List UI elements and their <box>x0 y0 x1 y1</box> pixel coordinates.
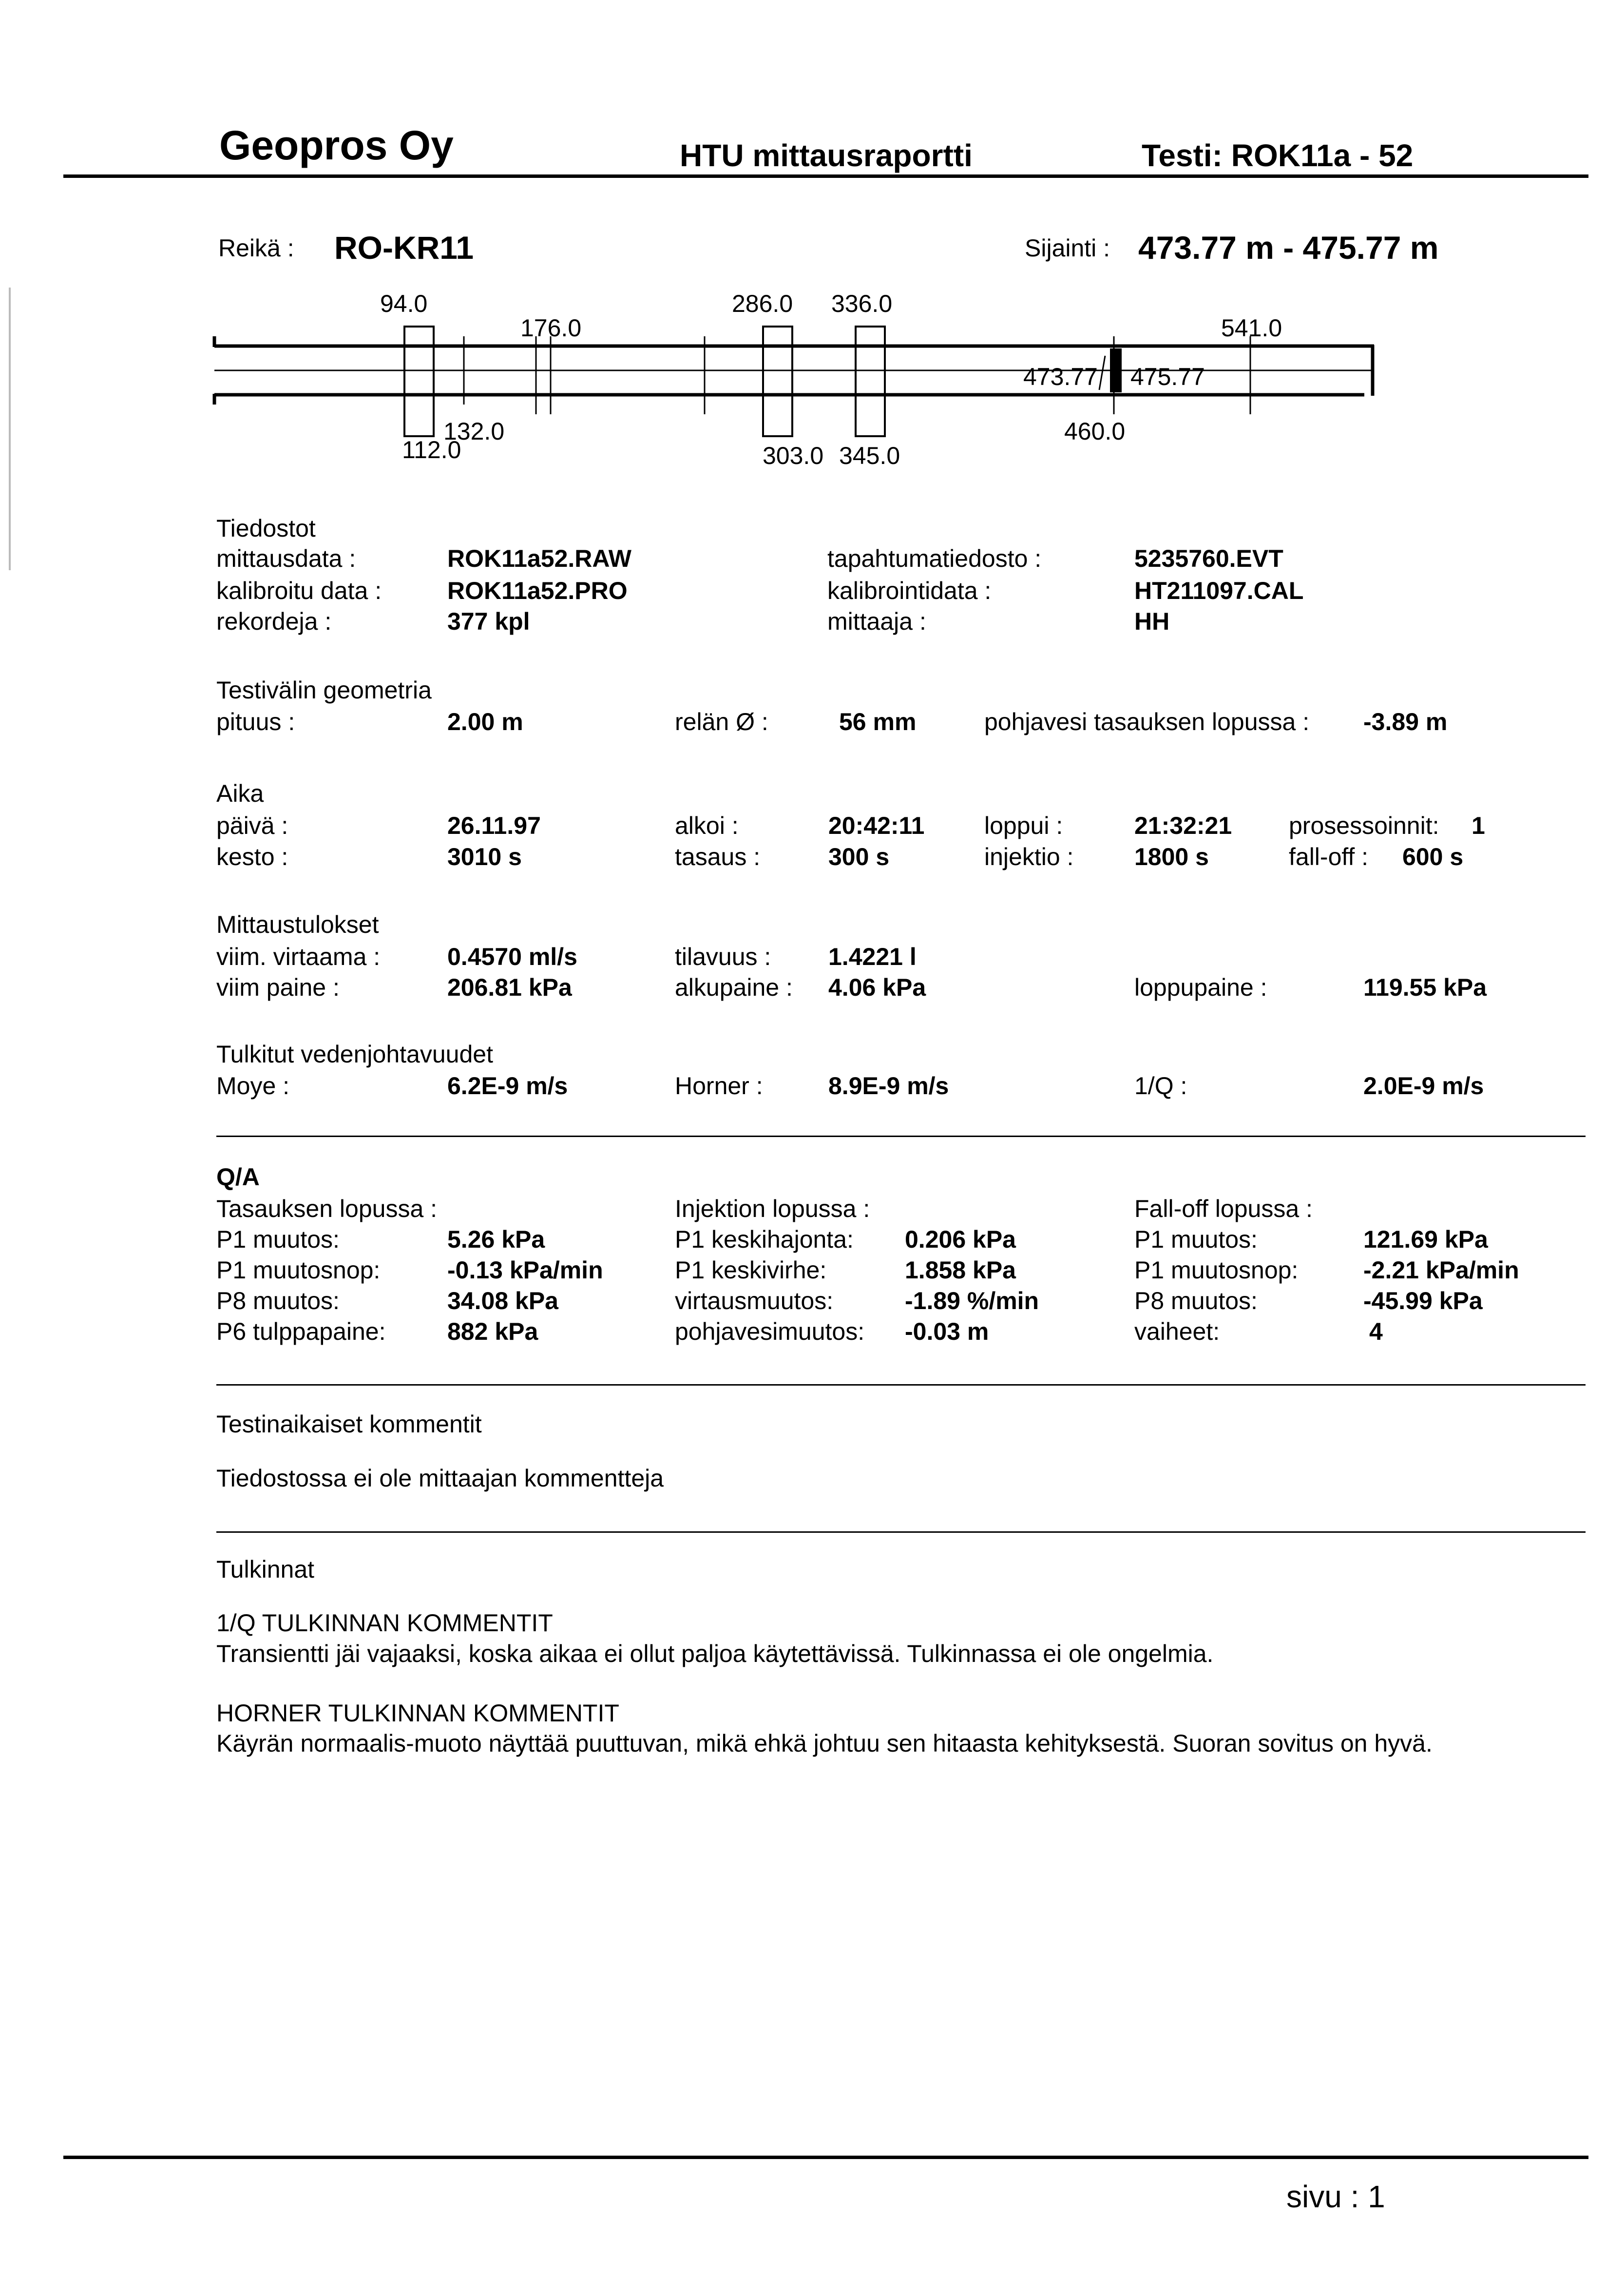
moye-label: Moye : <box>216 1072 290 1100</box>
horner-comments-text: Käyrän normaalis-muoto näyttää puuttuvan, mikä ehkä johtuu sen hitaasta kehityksestä. Suoran sovitus on hyvä. <box>216 1730 1433 1757</box>
date-value: 26.11.97 <box>447 812 541 839</box>
event-file-value: 5235760.EVT <box>1134 545 1283 572</box>
qa-row-label: P1 keskihajonta: <box>675 1226 854 1253</box>
qa-row-value: 121.69 kPa <box>1363 1226 1488 1253</box>
final-pressure-value: 119.55 kPa <box>1363 974 1487 1001</box>
conductivity-section-title: Tulkitut vedenjohtavuudet <box>216 1041 493 1068</box>
start-value: 20:42:11 <box>828 812 925 839</box>
event-file-label: tapahtumatiedosto : <box>827 545 1042 572</box>
volume-value: 1.4221 l <box>828 943 917 970</box>
qa-row-value: -2.21 kPa/min <box>1363 1256 1519 1284</box>
qa-row-value: 882 kPa <box>447 1318 538 1345</box>
duration-value: 3010 s <box>447 843 522 870</box>
q-comments-title: 1/Q TULKINNAN KOMMENTIT <box>216 1609 553 1637</box>
geometry-section-title: Testivälin geometria <box>216 676 432 704</box>
qa-row-label: P1 muutos: <box>216 1226 340 1253</box>
qa-row-value: 1.858 kPa <box>905 1256 1016 1284</box>
diagram-label: 336.0 <box>831 290 893 317</box>
qa-row-value: 4 <box>1369 1318 1383 1345</box>
report-title: HTU mittausraportti <box>680 138 973 173</box>
interpretations-section-title: Tulkinnat <box>216 1556 315 1583</box>
qa-row-value: -0.13 kPa/min <box>447 1256 603 1284</box>
qa-row-value: -0.03 m <box>905 1318 989 1345</box>
pressure-label: viim paine : <box>216 974 340 1001</box>
company-name: Geopros Oy <box>219 122 454 168</box>
footer-rule <box>63 2156 1588 2159</box>
qa-row-value: 5.26 kPa <box>447 1226 545 1253</box>
length-value: 2.00 m <box>447 708 523 735</box>
qa-section-title: Q/A <box>216 1163 260 1191</box>
diagram-label: 541.0 <box>1221 314 1282 342</box>
end-value: 21:32:21 <box>1134 812 1232 839</box>
pressure-value: 206.81 kPa <box>447 974 572 1001</box>
qa-row-label: virtausmuutos: <box>675 1287 834 1314</box>
section-divider <box>216 1384 1586 1386</box>
qa-row-label: pohjavesimuutos: <box>675 1318 865 1345</box>
diagram-label: 303.0 <box>763 442 824 469</box>
interval-start-label: 473.77 <box>1023 363 1098 390</box>
measurement-data-label: mittausdata : <box>216 545 356 572</box>
comments-section-title: Testinaikaiset kommentit <box>216 1410 482 1438</box>
section-divider <box>216 1531 1586 1533</box>
equalization-label: tasaus : <box>675 843 761 870</box>
calibrated-data-value: ROK11a52.PRO <box>447 577 628 604</box>
measurer-label: mittaaja : <box>827 608 926 635</box>
records-value: 377 kpl <box>447 608 530 635</box>
location-value: 473.77 m - 475.77 m <box>1138 230 1439 266</box>
volume-label: tilavuus : <box>675 943 771 970</box>
qa-row-value: 34.08 kPa <box>447 1287 558 1314</box>
records-label: rekordeja : <box>216 608 332 635</box>
qa-row-label: P1 muutosnop: <box>216 1256 381 1284</box>
results-section-title: Mittaustulokset <box>216 911 379 938</box>
diameter-label: relän Ø : <box>675 708 768 735</box>
diameter-value: 56 mm <box>839 708 917 735</box>
qa-row-label: P8 muutos: <box>216 1287 340 1314</box>
borehole-diagram <box>205 283 1413 487</box>
q-label: 1/Q : <box>1134 1072 1187 1100</box>
qa-row-value: -1.89 %/min <box>905 1287 1039 1314</box>
diagram-label: 460.0 <box>1064 418 1126 445</box>
injection-value: 1800 s <box>1134 843 1209 870</box>
processings-label: prosessoinnit: <box>1289 812 1439 839</box>
comments-text: Tiedostossa ei ole mittaajan kommentteja <box>216 1465 664 1492</box>
diagram-label: 345.0 <box>839 442 900 469</box>
hole-label: Reikä : <box>218 234 294 262</box>
calibration-file-value: HT211097.CAL <box>1134 577 1304 604</box>
qa-row-label: P8 muutos: <box>1134 1287 1258 1314</box>
initial-pressure-value: 4.06 kPa <box>828 974 926 1001</box>
initial-pressure-label: alkupaine : <box>675 974 793 1001</box>
flow-label: viim. virtaama : <box>216 943 381 970</box>
time-section-title: Aika <box>216 780 264 807</box>
diagram-label: 286.0 <box>732 290 793 317</box>
duration-label: kesto : <box>216 843 288 870</box>
calibrated-data-label: kalibroitu data : <box>216 577 382 604</box>
final-pressure-label: loppupaine : <box>1134 974 1267 1001</box>
location-label: Sijainti : <box>1025 234 1110 262</box>
qa-row-value: -45.99 kPa <box>1363 1287 1483 1314</box>
qa-col3-title: Fall-off lopussa : <box>1134 1195 1313 1222</box>
diagram-label: 112.0 <box>402 436 461 463</box>
qa-row-value: 0.206 kPa <box>905 1226 1016 1253</box>
diagram-label: 176.0 <box>520 314 582 342</box>
start-label: alkoi : <box>675 812 739 839</box>
scan-mark <box>9 288 11 570</box>
qa-row-label: P1 keskivirhe: <box>675 1256 827 1284</box>
diagram-label: 94.0 <box>380 290 428 317</box>
qa-col2-title: Injektion lopussa : <box>675 1195 870 1222</box>
section-divider <box>216 1136 1586 1137</box>
page-number: sivu : 1 <box>1286 2179 1385 2214</box>
horner-comments-title: HORNER TULKINNAN KOMMENTIT <box>216 1699 619 1727</box>
qa-row-label: P6 tulppapaine: <box>216 1318 386 1345</box>
calibration-file-label: kalibrointidata : <box>827 577 992 604</box>
horner-label: Horner : <box>675 1072 763 1100</box>
header-rule <box>63 174 1588 178</box>
equalization-value: 300 s <box>828 843 890 870</box>
measurer-value: HH <box>1134 608 1170 635</box>
qa-col1-title: Tasauksen lopussa : <box>216 1195 438 1222</box>
date-label: päivä : <box>216 812 288 839</box>
q-value: 2.0E-9 m/s <box>1363 1072 1484 1100</box>
moye-value: 6.2E-9 m/s <box>447 1072 568 1100</box>
falloff-label: fall-off : <box>1289 843 1369 870</box>
length-label: pituus : <box>216 708 295 735</box>
injection-label: injektio : <box>984 843 1074 870</box>
qa-row-label: P1 muutosnop: <box>1134 1256 1299 1284</box>
flow-value: 0.4570 ml/s <box>447 943 577 970</box>
q-comments-text: Transientti jäi vajaaksi, koska aikaa ei ollut paljoa käytettävissä. Tulkinnassa ei ole ongelmia. <box>216 1640 1214 1667</box>
groundwater-label: pohjavesi tasauksen lopussa : <box>984 708 1310 735</box>
horner-value: 8.9E-9 m/s <box>828 1072 949 1100</box>
interval-end-label: 475.77 <box>1130 363 1205 390</box>
groundwater-value: -3.89 m <box>1363 708 1448 735</box>
qa-row-label: P1 muutos: <box>1134 1226 1258 1253</box>
files-section-title: Tiedostot <box>216 515 316 542</box>
end-label: loppui : <box>984 812 1063 839</box>
processings-value: 1 <box>1472 812 1485 839</box>
falloff-value: 600 s <box>1402 843 1464 870</box>
qa-row-label: vaiheet: <box>1134 1318 1220 1345</box>
hole-value: RO-KR11 <box>334 230 474 266</box>
measurement-data-value: ROK11a52.RAW <box>447 545 631 572</box>
test-id: Testi: ROK11a - 52 <box>1142 138 1414 173</box>
diagram-label: 132.0 <box>443 418 505 445</box>
